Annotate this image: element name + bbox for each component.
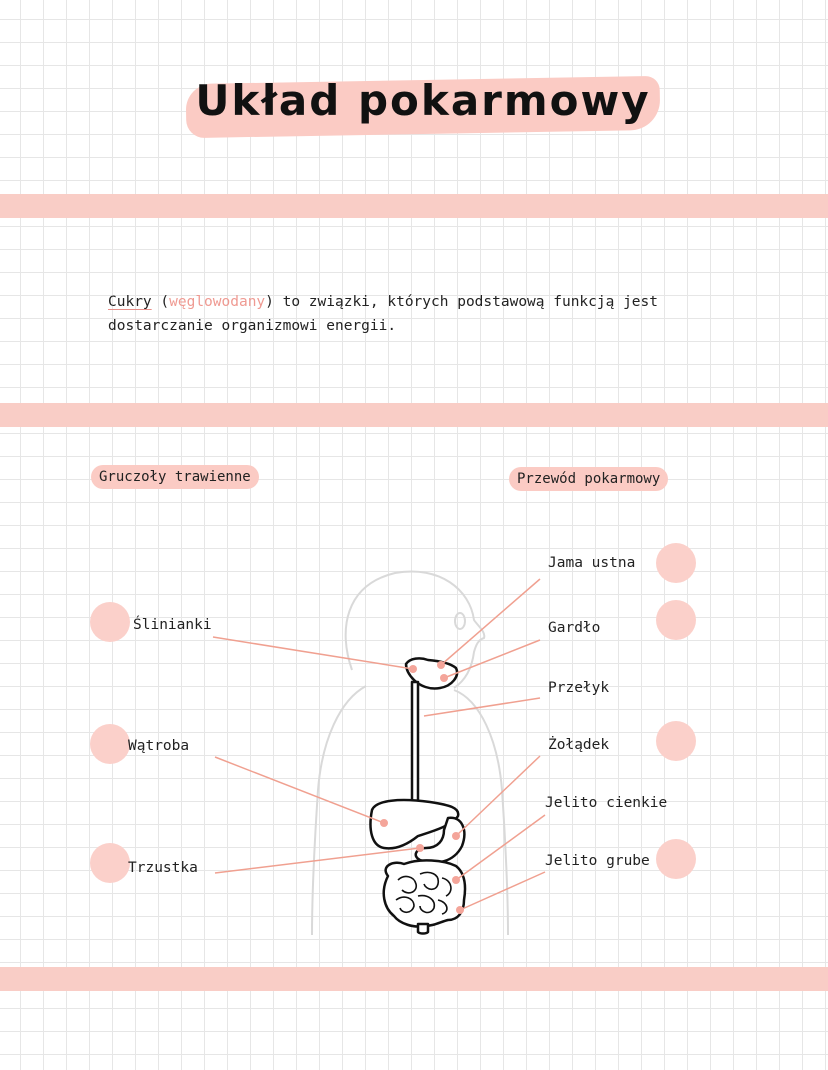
answer-circle-jelito-grube — [656, 839, 696, 879]
answer-circle-slinianki — [90, 602, 130, 642]
page-title: Układ pokarmowy — [195, 76, 651, 125]
intro-term: Cukry — [108, 294, 152, 310]
label-jama-ustna: Jama ustna — [548, 555, 636, 571]
answer-circle-jama-ustna — [656, 543, 696, 583]
label-slinianki: Ślinianki — [133, 617, 212, 633]
leader-slinianki — [213, 637, 413, 669]
leader-gardlo — [444, 640, 540, 678]
label-przelyk: Przełyk — [548, 680, 610, 696]
label-trzustka: Trzustka — [128, 860, 198, 876]
leader-jelito-cienkie — [456, 815, 545, 880]
answer-circle-gardlo — [656, 600, 696, 640]
leader-lines — [213, 579, 545, 910]
intro-line2: dostarczanie organizmowi energii. — [108, 318, 397, 334]
label-watroba: Wątroba — [128, 738, 190, 754]
label-zoladek: Żołądek — [548, 737, 610, 753]
label-gardlo: Gardło — [548, 620, 601, 636]
glands-header: Gruczoły trawienne — [91, 465, 259, 489]
answer-circle-watroba — [90, 724, 130, 764]
rectum-organ — [418, 924, 428, 934]
intro-rest-line1: ) to związki, których podstawową funkcją jest — [265, 294, 658, 310]
intro-open-paren: ( — [151, 294, 170, 310]
answer-circle-trzustka — [90, 843, 130, 883]
intestines-organ — [384, 860, 465, 926]
leader-jelito-grube — [460, 872, 545, 910]
esophagus-organ — [412, 682, 418, 802]
label-jelito-cienkie: Jelito cienkie — [545, 795, 668, 811]
answer-circle-zoladek — [656, 721, 696, 761]
label-jelito-grube: Jelito grube — [545, 853, 650, 869]
leader-zoladek — [456, 756, 540, 836]
eye-icon — [455, 613, 465, 629]
tract-header: Przewód pokarmowy — [509, 467, 668, 491]
intro-synonym: węglowodany — [169, 294, 266, 310]
leader-watroba — [215, 757, 384, 823]
leader-przelyk — [424, 698, 540, 716]
